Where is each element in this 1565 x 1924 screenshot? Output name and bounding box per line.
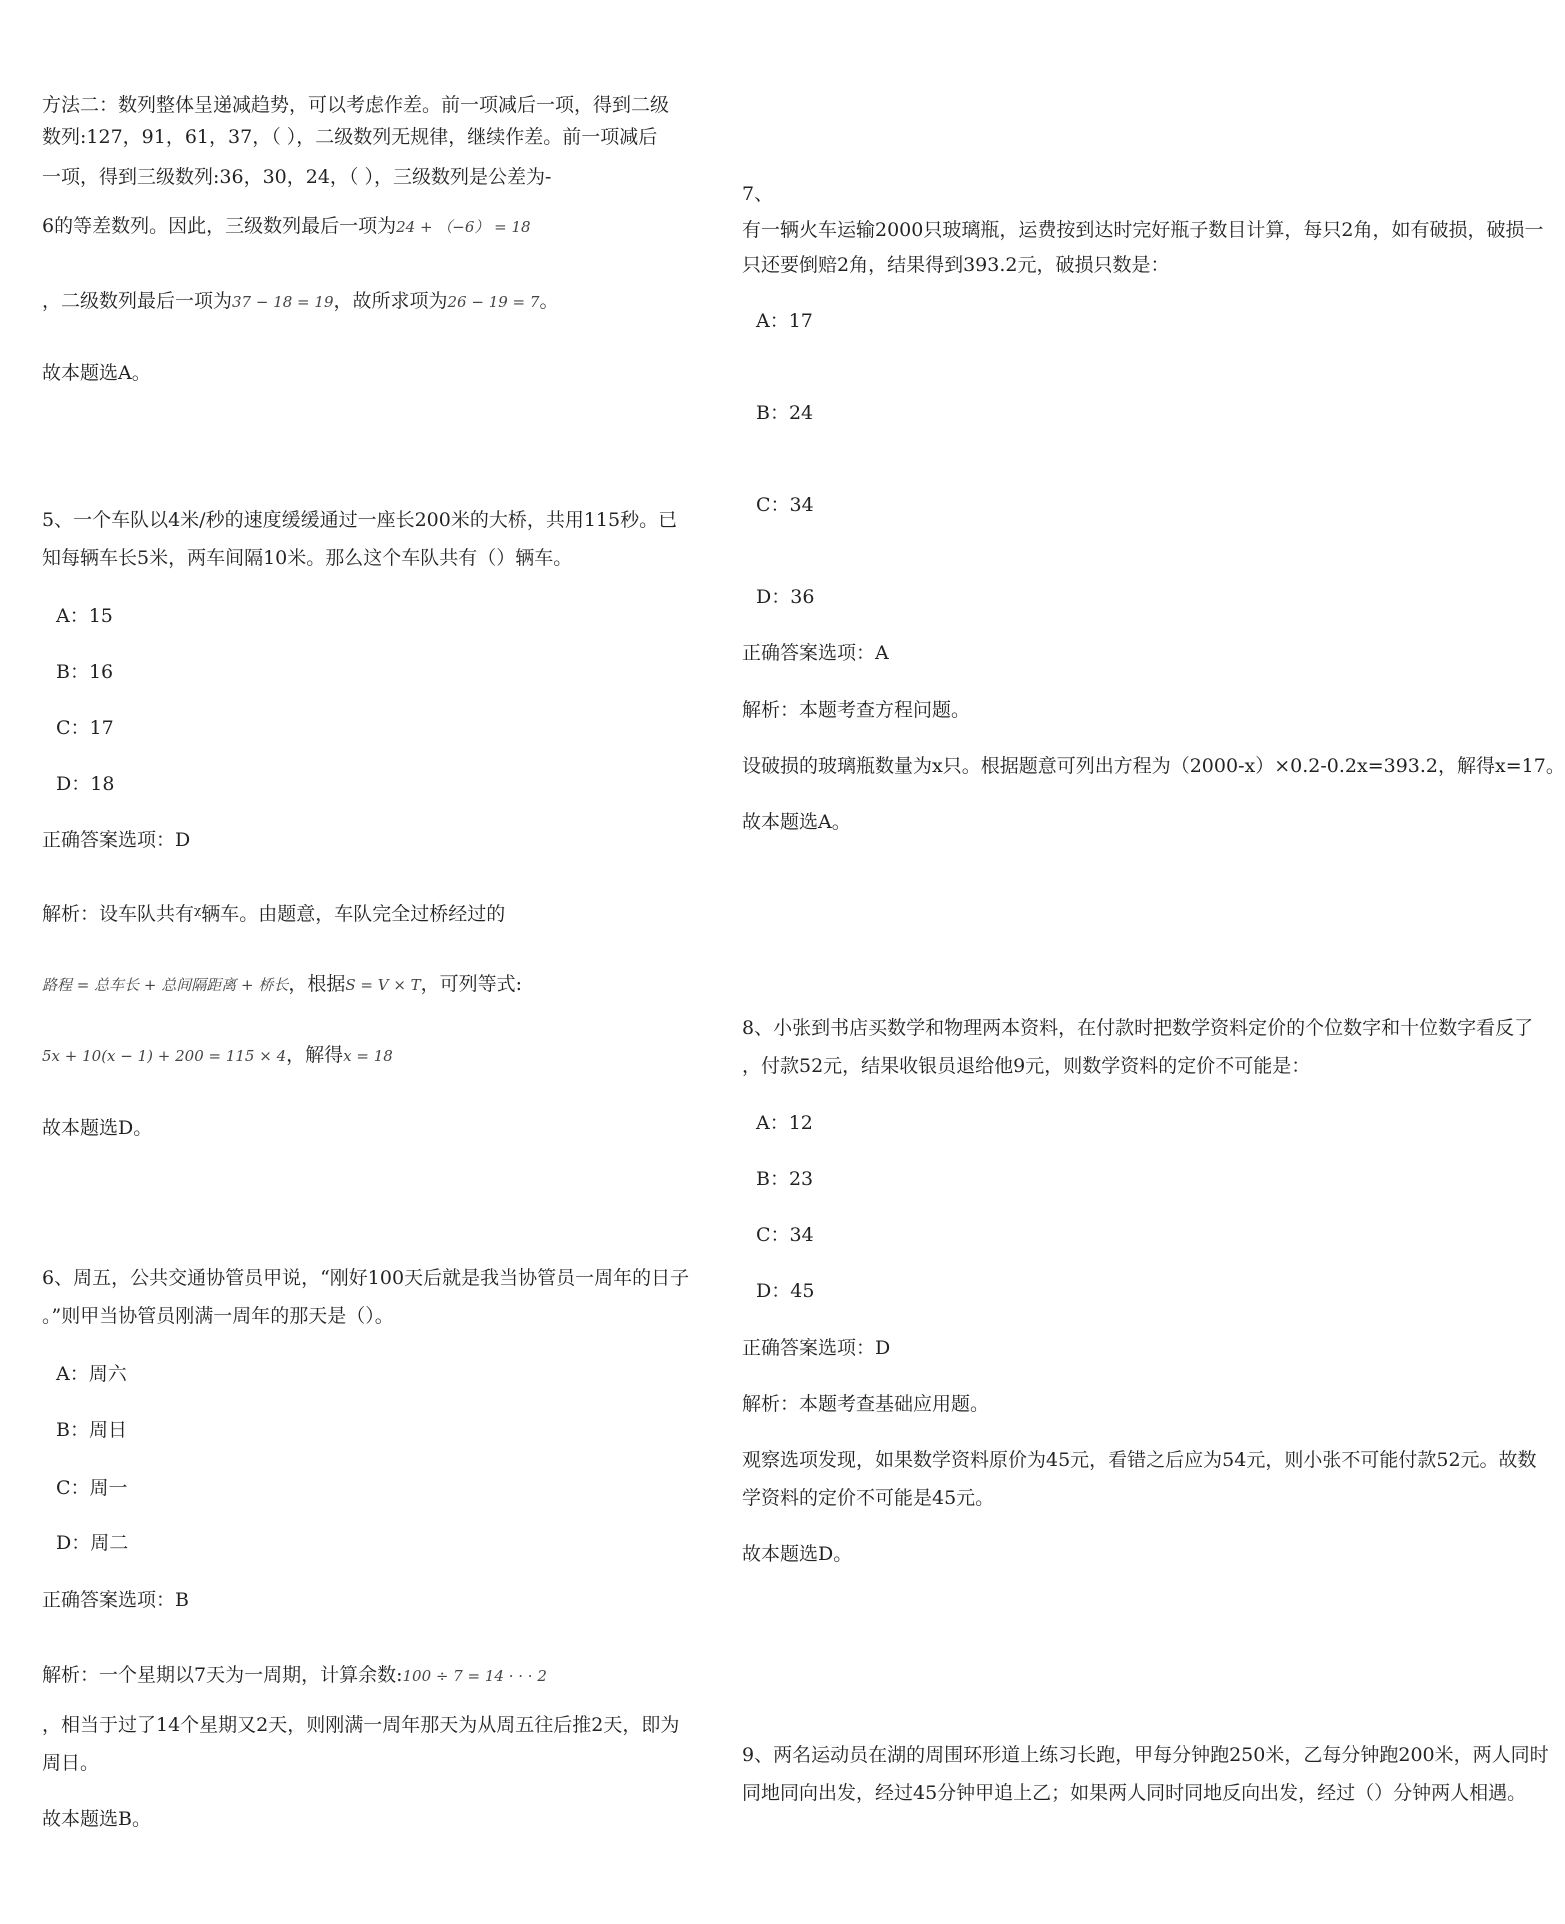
second-series-text-a: ，二级数列最后一项为 — [42, 290, 233, 312]
q8-conclusion: 故本题选D。 — [742, 1543, 853, 1565]
q5-conclusion: 故本题选D。 — [42, 1117, 153, 1139]
q5-formula-tail: ，可列等式: — [420, 973, 523, 995]
q8-option-c: C：34 — [756, 1224, 814, 1246]
q6-line4: 周日。 — [42, 1752, 100, 1774]
q7-option-a: A：17 — [756, 310, 813, 332]
q6-option-d: D：周二 — [56, 1532, 129, 1554]
q9-line2: 同地同向出发，经过45分钟甲追上乙；如果两人同时同地反向出发，经过（）分钟两人相遇。 — [742, 1782, 1527, 1804]
q8-line1: 8、小张到书店买数学和物理两本资料，在付款时把数学资料定价的个位数字和十位数字看反了 — [742, 1017, 1534, 1039]
q5-formula-svt: S = V × T — [345, 976, 421, 994]
q5-line1: 5、一个车队以4米/秒的速度缓缓通过一座长200米的大桥，共用115秒。已 — [42, 509, 678, 531]
q7-number: 7、 — [742, 183, 774, 205]
second-series-line — [42, 283, 558, 321]
q9-line1: 9、两名运动员在湖的周围环形道上练习长跑，甲每分钟跑250米，乙每分钟跑200米，两人同时 — [742, 1744, 1549, 1766]
conclusion-a: 故本题选A。 — [42, 362, 151, 384]
q6-math: 100 ÷ 7 = 14 · · · 2 — [402, 1667, 547, 1685]
q6-line2: 。”则甲当协管员刚满一周年的那天是（）。 — [42, 1305, 394, 1327]
q8-option-a: A：12 — [756, 1112, 813, 1134]
q5-equation-line — [42, 1037, 393, 1075]
second-series-math1: 37 − 18 = 19 — [232, 293, 334, 311]
q5-formula-line — [42, 966, 522, 1004]
q7-line2: 只还要倒赔2角，结果得到393.2元，破损只数是： — [742, 254, 1170, 276]
q6-conclusion: 故本题选B。 — [42, 1808, 151, 1830]
q8-detail-line1: 观察选项发现，如果数学资料原价为45元，看错之后应为54元，则小张不可能付款52元。故数 — [742, 1449, 1537, 1471]
q5-line2: 知每辆车长5米，两车间隔10米。那么这个车队共有（）辆车。 — [42, 547, 573, 569]
q5-option-a: A：15 — [56, 605, 113, 627]
q7-line1: 有一辆火车运输2000只玻璃瓶，运费按到达时完好瓶子数目计算，每只2角，如有破损，破损一 — [742, 219, 1544, 241]
q7-answer: 正确答案选项：A — [742, 642, 889, 664]
q7-analysis: 解析：本题考查方程问题。 — [742, 699, 971, 721]
q5-equation-text: ，解得 — [286, 1044, 344, 1066]
q5-equation-math: 5x + 10(x − 1) + 200 = 115 × 4 — [42, 1047, 287, 1065]
q8-answer: 正确答案选项：D — [742, 1337, 891, 1359]
q5-answer: 正确答案选项：D — [42, 829, 191, 851]
q7-option-c: C：34 — [756, 494, 814, 516]
q6-analysis: 解析：一个星期以7天为一周期，计算余数: — [42, 1664, 403, 1686]
second-series-text-c: 。 — [539, 290, 559, 312]
q8-option-d: D：45 — [756, 1280, 815, 1302]
q8-analysis: 解析：本题考查基础应用题。 — [742, 1393, 990, 1415]
q5-formula-path: 路程 = 总车长 + 总间隔距离 + 桥长 — [42, 976, 289, 994]
q8-line2: ，付款52元，结果收银员退给他9元，则数学资料的定价不可能是： — [742, 1055, 1311, 1077]
method2-line2: 数列:127，91，61，37，（ ），二级数列无规律，继续作差。前一项减后 — [42, 126, 658, 148]
q5-formula-text: ，根据 — [288, 973, 346, 995]
third-series-line — [42, 208, 531, 246]
method2-line3: 一项，得到三级数列:36，30，24，（ ），三级数列是公差为- — [42, 166, 552, 188]
q6-option-a: A：周六 — [56, 1363, 127, 1385]
q5-equation-result: x = 18 — [343, 1047, 393, 1065]
q6-line1: 6、周五，公共交通协管员甲说，“刚好100天后就是我当协管员一周年的日子 — [42, 1267, 690, 1289]
q6-option-b: B：周日 — [56, 1419, 127, 1441]
q6-analysis-line — [42, 1657, 547, 1695]
third-series-text: 6的等差数列。因此，三级数列最后一项为 — [42, 215, 397, 237]
q7-conclusion: 故本题选A。 — [742, 811, 851, 833]
third-series-math: 24 + （−6） = 18 — [396, 218, 531, 236]
q5-analysis: 解析：设车队共有ᵡ辆车。由题意，车队完全过桥经过的 — [42, 903, 506, 925]
q6-answer: 正确答案选项：B — [42, 1589, 189, 1611]
second-series-math2: 26 − 19 = 7 — [447, 293, 540, 311]
q7-option-b: B：24 — [756, 402, 814, 424]
method2-line1: 方法二：数列整体呈递减趋势，可以考虑作差。前一项减后一项，得到二级 — [42, 94, 670, 116]
q7-detail: 设破损的玻璃瓶数量为x只。根据题意可列出方程为（2000-x）×0.2-0.2x=393.2，解得x=17。 — [742, 755, 1565, 777]
q7-option-d: D：36 — [756, 586, 815, 608]
q5-option-b: B：16 — [56, 661, 114, 683]
q8-detail-line2: 学资料的定价不可能是45元。 — [742, 1487, 995, 1509]
q5-option-c: C：17 — [56, 717, 114, 739]
q6-line3: ，相当于过了14个星期又2天，则刚满一周年那天为从周五往后推2天，即为 — [42, 1714, 680, 1736]
q8-option-b: B：23 — [756, 1168, 814, 1190]
q5-option-d: D：18 — [56, 773, 115, 795]
q6-option-c: C：周一 — [56, 1477, 128, 1499]
second-series-text-b: ，故所求项为 — [333, 290, 448, 312]
